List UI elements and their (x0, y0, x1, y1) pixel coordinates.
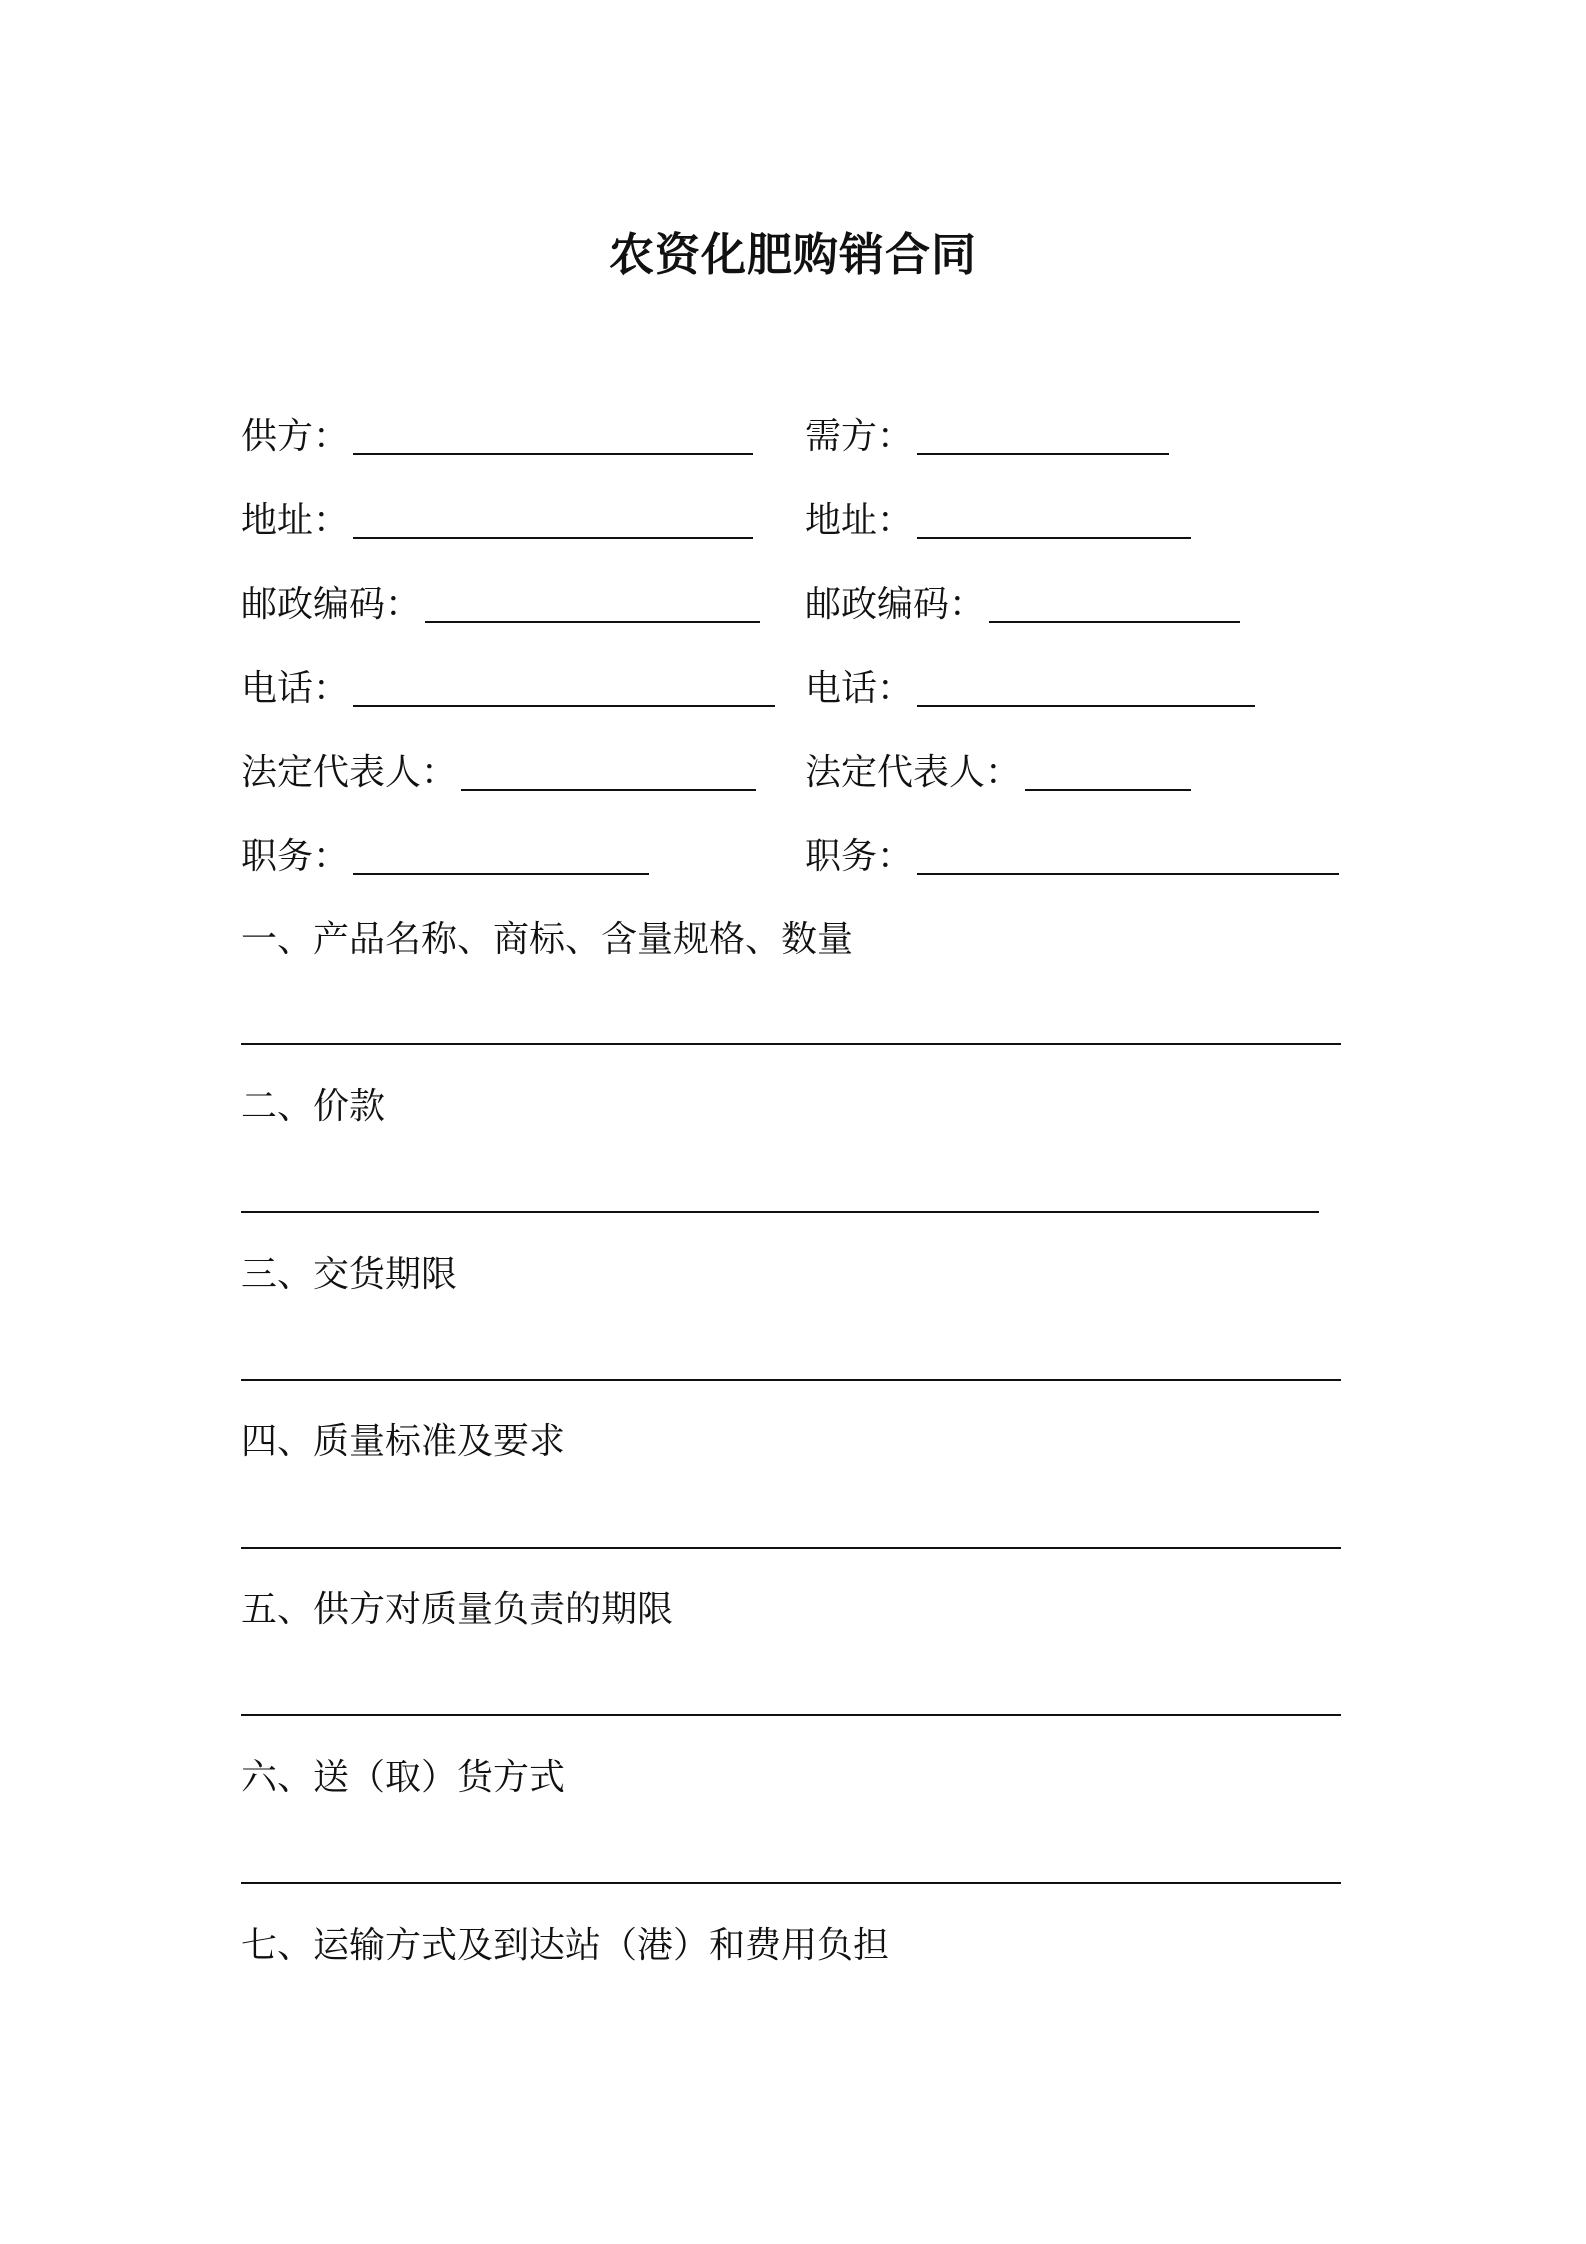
section-4-blank-line (241, 1547, 1341, 1549)
buyer-position-blank (917, 873, 1339, 875)
supplier-field (241, 413, 753, 461)
buyer-address-field (805, 497, 1191, 545)
section-heading-1: 一、产品名称、商标、含量规格、数量 (241, 919, 854, 960)
buyer-address-label: 地址： (805, 500, 914, 541)
buyer-field (805, 413, 1169, 461)
buyer-position-label: 职务： (805, 836, 914, 877)
supplier-rep-field (241, 749, 756, 797)
supplier-position-field (241, 833, 649, 881)
buyer-blank (917, 453, 1169, 455)
supplier-address-blank (353, 537, 753, 539)
buyer-rep-blank (1025, 789, 1191, 791)
supplier-phone-field (241, 665, 775, 713)
buyer-label: 需方： (805, 416, 914, 457)
section-heading-4: 四、质量标准及要求 (241, 1421, 566, 1462)
buyer-phone-field (805, 665, 1255, 713)
section-heading-6: 六、送（取）货方式 (241, 1757, 566, 1798)
section-2-blank-line (241, 1211, 1319, 1213)
supplier-position-blank (353, 873, 649, 875)
section-heading-5: 五、供方对质量负责的期限 (241, 1589, 674, 1630)
buyer-postcode-field (805, 581, 1240, 629)
section-heading-3: 三、交货期限 (241, 1254, 458, 1295)
supplier-address-field (241, 497, 753, 545)
supplier-phone-blank (353, 705, 775, 707)
buyer-rep-label: 法定代表人： (805, 752, 1022, 793)
buyer-phone-blank (917, 705, 1255, 707)
supplier-blank (353, 453, 753, 455)
supplier-rep-label: 法定代表人： (241, 752, 458, 793)
supplier-postcode-label: 邮政编码： (241, 584, 422, 625)
buyer-postcode-label: 邮政编码： (805, 584, 986, 625)
section-3-blank-line (241, 1379, 1341, 1381)
buyer-rep-field (805, 749, 1191, 797)
section-heading-7: 七、运输方式及到达站（港）和费用负担 (241, 1925, 890, 1966)
section-heading-2: 二、价款 (241, 1086, 386, 1127)
section-1-blank-line (241, 1043, 1341, 1045)
supplier-postcode-field (241, 581, 760, 629)
buyer-position-field (805, 833, 1339, 881)
supplier-rep-blank (461, 789, 756, 791)
section-6-blank-line (241, 1882, 1341, 1884)
section-5-blank-line (241, 1714, 1341, 1716)
supplier-phone-label: 电话： (241, 668, 350, 709)
supplier-label: 供方： (241, 416, 350, 457)
supplier-postcode-blank (425, 621, 760, 623)
buyer-address-blank (917, 537, 1191, 539)
document-title: 农资化肥购销合同 (608, 228, 977, 281)
buyer-phone-label: 电话： (805, 668, 914, 709)
buyer-postcode-blank (989, 621, 1240, 623)
supplier-position-label: 职务： (241, 836, 350, 877)
supplier-address-label: 地址： (241, 500, 350, 541)
